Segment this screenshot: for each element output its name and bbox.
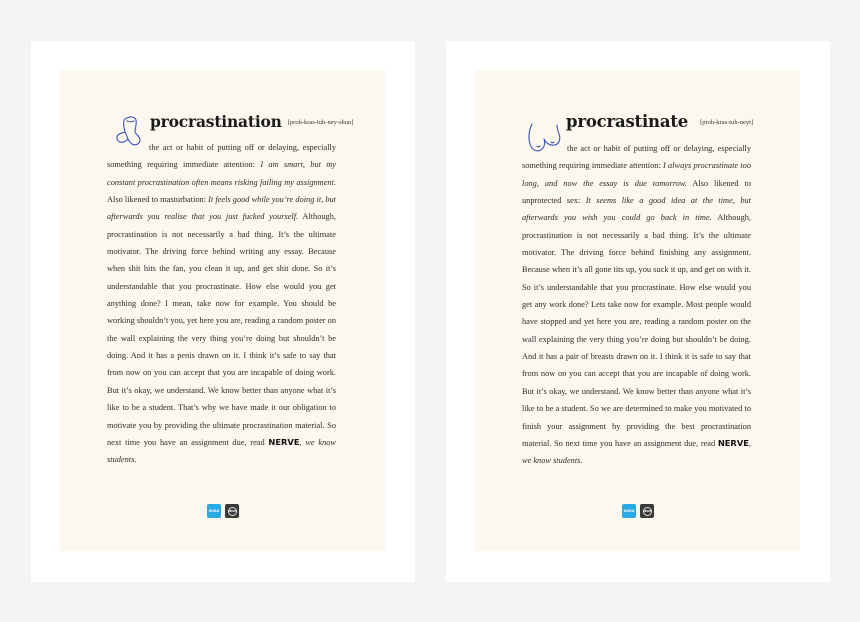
nerve-logo: NERVE [640, 504, 654, 518]
brand-name: NERVE [268, 436, 300, 447]
susu-logo: SUSU [207, 504, 221, 518]
nerve-logo: NERVE [225, 504, 239, 518]
headword-row [150, 112, 353, 134]
example-sentence: It seems like a good idea at the time, but afterwards you wish you could go back in time. [522, 196, 751, 223]
headword-row [566, 112, 753, 134]
pronunciation: [proh-kras-tuh-ney-shun] [287, 119, 354, 126]
definition-text: the act or habit of putting off or delaying, especially something requiring immediate attention: I always procrastinate too long, and now the essay is due tomorrow. Also likened to unprotected sex: It seems like a good idea at the time, but afterwards you wish you could go back in time. Although, procrastination is not necessarily a bad thing. It’s the ultimate motivator. The driving force behind finishing any assignment. Because when it’s all gone tits up, you suck it up, and get on with it. So it’s understandable that you procrastinate. How else would you get any work done? Lets take now for example. Most people would have stopped and yet here you are, reading a random poster on the wall explaining the very thing you’re doing but shouldn’t be doing. And it has a pair of breasts drawn on it. I think it is safe to say that from now on you can accept that you are incapable of doing work. But it’s okay, we understand. We know better than anyone what it’s like to be a student. So we are determined to make you motivated to finish your assignment by providing the best procrastination material. So next time you have an assignment due, read NERVE, we know students. [522, 144, 751, 466]
poster-procrastination [60, 70, 385, 551]
example-sentence: I am smart, but my constant procrastination often means risking failing my assignment. [107, 160, 336, 187]
poster-procrastinate [475, 70, 800, 551]
brand-name: NERVE [717, 437, 749, 448]
example-sentence: It feels good while you’re doing it, but afterwards you realise that you just fucked yourself. [107, 195, 336, 222]
tagline: we know students. [107, 437, 336, 465]
susu-logo: SUSU [622, 504, 636, 518]
headword: procrastinate [566, 112, 689, 131]
example-sentence: I always procrastinate too long, and now the essay is due tomorrow. [522, 161, 751, 188]
poster-sheet-right [446, 41, 830, 582]
pronunciation: [proh-kras-tuh-neyt] [700, 119, 754, 126]
logo-row [207, 504, 239, 518]
logo-row [622, 504, 654, 518]
tagline: we know students. [522, 456, 583, 466]
definition-text: the act or habit of putting off or delaying, especially something requiring immediate attention: I am smart, but my constant procrastination often means risking failing my assignment. Also likened to masturbation: It feels good while you’re doing it, but afterwards you realise that you just fucked yourself. Although, procrastination is not necessarily a bad thing. It’s the ultimate motivator. The driving force behind writing any essay. Because when shit hits the fan, you clean it up, and get shit done. So it’s understandable that you procrastinate. How else would you get anything done? I mean, take now for example. You should be working shouldn’t you, yet here you are, reading a random poster on the wall explaining the very thing you’re doing but shouldn’t be doing. And it has a penis drawn on it. I think it’s safe to say that from now on you can accept that you are incapable of doing work. But it’s okay, we understand. We know better than anyone what it’s like to be a student. That’s why we have made it our obligation to motivate you by providing the ultimate procrastination material. So next time you have an assignment due, read NERVE, we know students. [107, 143, 337, 465]
poster-sheet-left [31, 41, 415, 582]
headword: procrastination [150, 112, 282, 131]
